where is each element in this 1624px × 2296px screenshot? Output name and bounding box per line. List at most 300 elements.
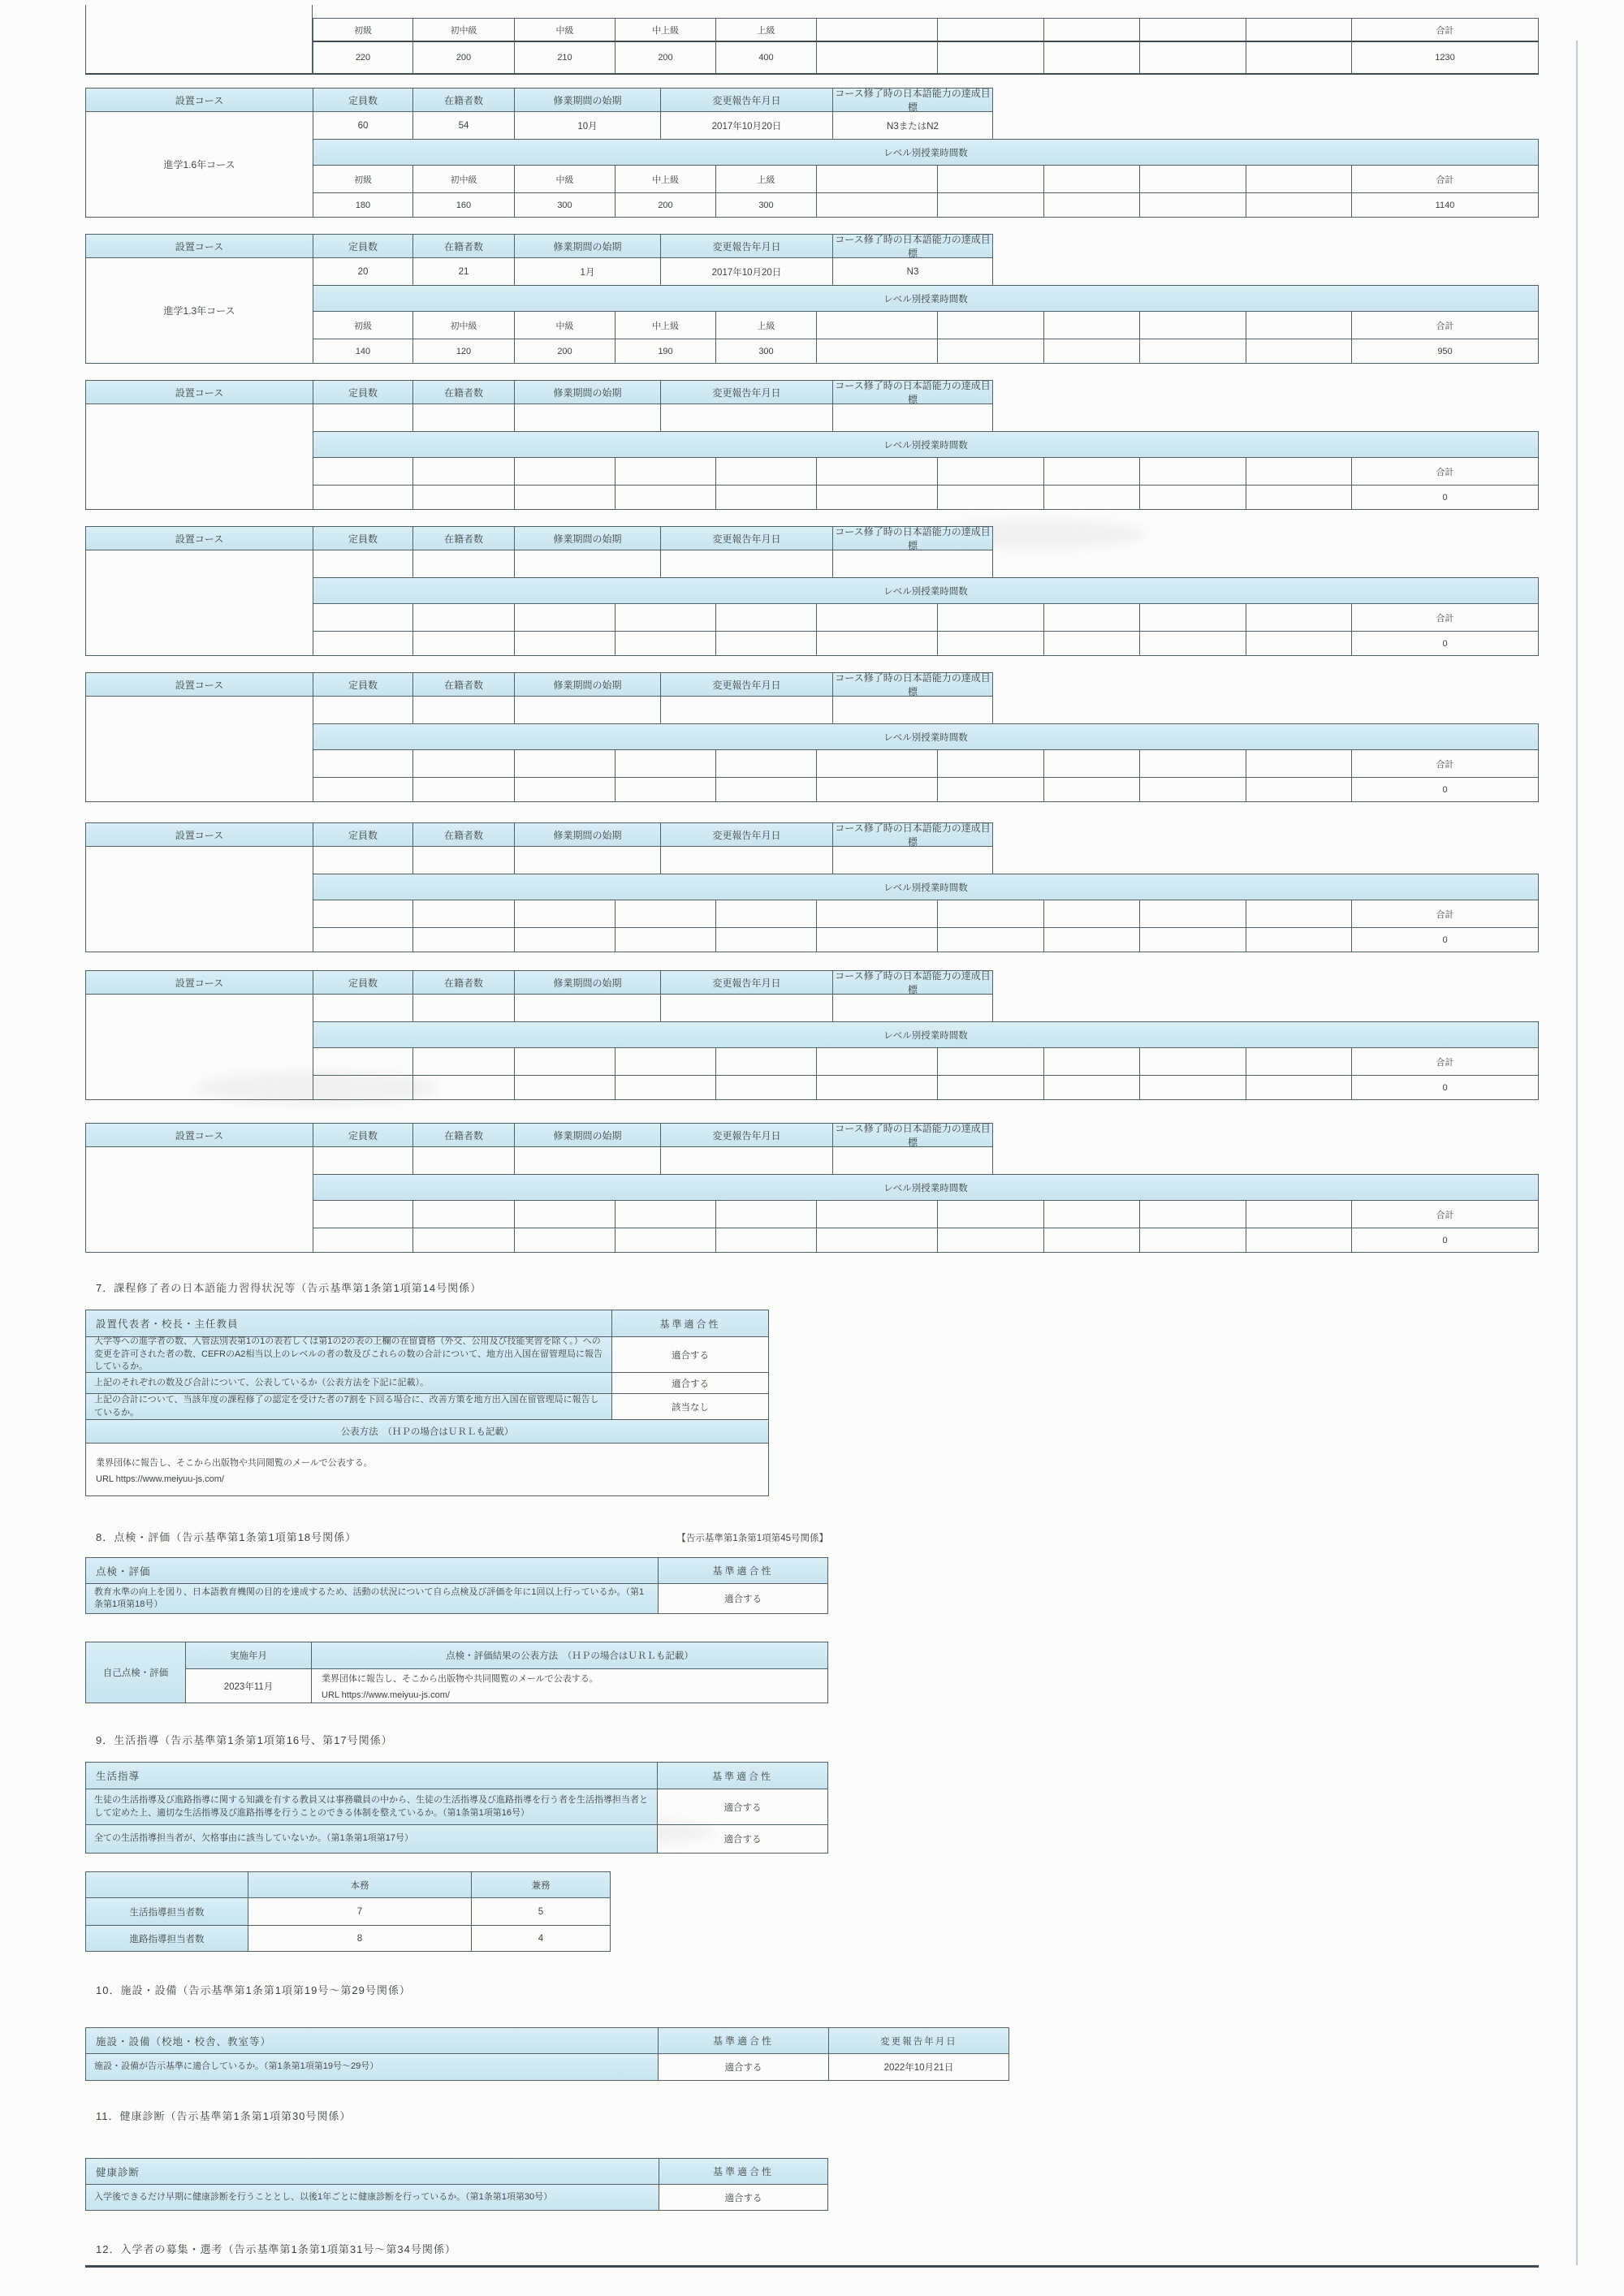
level-value-row [313,42,1539,75]
total-header: 合計 [1351,900,1539,927]
s9-question: 生徒の生活指導及び進路指導に関する知識を有する教員又は事務職員の中から、生徒の生活指導及び進路指導を行う者を生活指導担当者として定めた上、適切な生活指導及び進路指導を行うことのできる体制を整えているか。（第1条第1項第16号） [85,1789,657,1824]
total-value: 1230 [1351,42,1539,75]
header-start: 修業期間の始期 [514,672,660,697]
empty-cell [1246,631,1351,656]
level-band-title: レベル別授業時間数 [313,1021,1539,1047]
empty-cell [615,900,715,927]
empty-cell [715,777,816,802]
empty-cell [615,1047,715,1075]
empty-cell [412,995,514,1021]
section-12-heading: 12．入学者の募集・選考（告示基準第1条第1項第31号〜第34号関係） [96,2243,456,2255]
empty-cell [1043,165,1139,192]
level-value-row [313,631,1539,656]
level-header: 初級 [313,165,412,192]
header-start: 修業期間の始期 [514,1123,660,1147]
header-enrolled: 在籍者数 [412,970,514,995]
s10-report-date: 2022年10月21日 [828,2053,1009,2081]
level-header: 中上級 [615,165,715,192]
course-data-row [313,995,1539,1021]
empty-cell [412,847,514,874]
empty-cell [1139,1047,1246,1075]
empty-cell [1246,1200,1351,1228]
empty-cell [937,1228,1043,1253]
level-band-title: レベル別授業時間数 [313,431,1539,457]
s10-status-header: 基準適合性 [658,2027,828,2053]
empty-cell [660,404,832,431]
level-header: 上級 [715,311,816,339]
empty-cell [514,777,615,802]
header-course: 設置コース [85,970,313,995]
empty-cell [313,457,412,485]
header-capacity: 定員数 [313,234,412,258]
empty-cell [1139,900,1246,927]
header-report-date: 変更報告年月日 [660,672,832,697]
s9-answer: 適合する [657,1789,828,1824]
empty-cell [1246,1075,1351,1100]
empty-cell [937,1047,1043,1075]
level-value: 120 [412,339,514,364]
section-11-table [85,2158,828,2211]
s11-status-header: 基準適合性 [659,2158,828,2184]
empty-cell [1139,749,1246,777]
empty-cell [1139,631,1246,656]
capacity-value: 20 [313,258,412,285]
header-goal: コース修了時の日本語能力の達成目標 [832,970,993,995]
empty-cell [816,927,937,952]
empty-cell [1246,457,1351,485]
s7-question: 上記の合計について、当該年度の課程修了の認定を受けた者の7割を下回る場合に、改善方策を地方出入国在留管理局に報告しているか。 [85,1393,611,1419]
level-band-title: レベル別授業時間数 [313,874,1539,900]
empty-cell [1043,457,1139,485]
s8-question: 教育水準の向上を図り、日本語教育機関の目的を達成するため、活動の状況について自ら点検及び評価を年に1回以上行っているか。（第1条第1項第18号） [85,1583,658,1614]
empty-cell [1139,1075,1246,1100]
empty-cell [816,1047,937,1075]
empty-cell [514,1200,615,1228]
empty-cell [313,1047,412,1075]
header-capacity: 定員数 [313,822,412,847]
section-11-heading: 11．健康診断（告示基準第1条第1項第30号関係） [96,2110,352,2122]
header-enrolled: 在籍者数 [412,88,514,112]
empty-cell [715,603,816,631]
level-header: 中上級 [615,18,715,42]
header-start: 修業期間の始期 [514,234,660,258]
header-course: 設置コース [85,526,313,550]
empty-cell [660,550,832,577]
level-header: 初中級 [412,311,514,339]
empty-cell [816,311,937,339]
header-enrolled: 在籍者数 [412,234,514,258]
empty-cell [313,1075,412,1100]
empty-cell [1043,749,1139,777]
empty-cell [1139,18,1246,42]
level-value: 300 [715,192,816,218]
empty-cell [1246,42,1351,75]
empty-cell [514,485,615,510]
s9-question: 全ての生活指導担当者が、欠格事由に該当していないか。（第1条第1項第17号） [85,1824,657,1854]
empty-cell [1246,18,1351,42]
course-header-row [85,234,1539,258]
total-value: 950 [1351,339,1539,364]
course-block-empty [85,970,1539,1100]
header-goal: コース修了時の日本語能力の達成目標 [832,1123,993,1147]
total-header: 合計 [1351,749,1539,777]
counts-col-fulltime: 本務 [248,1871,471,1897]
empty-cell [1043,1075,1139,1100]
empty-cell [1043,777,1139,802]
empty-cell [937,1075,1043,1100]
s9-status-header: 基準適合性 [657,1762,828,1789]
empty-cell [1246,1228,1351,1253]
course-name [85,697,313,802]
empty-cell [313,995,412,1021]
enrolled-value: 21 [412,258,514,285]
empty-cell [1139,1228,1246,1253]
empty-cell [660,847,832,874]
top-course-label-cell [85,5,313,75]
empty-cell [715,1200,816,1228]
empty-cell [715,631,816,656]
course-block-empty [85,526,1539,656]
empty-cell [514,550,660,577]
course-data-row [313,847,1539,874]
level-header-row [313,18,1539,42]
empty-cell [412,404,514,431]
course-block-empty [85,672,1539,802]
s9-title: 生活指導 [85,1762,657,1789]
header-course: 設置コース [85,822,313,847]
self-check-method-line1: 業界団体に報告し、そこから出版物や共同閲覧のメールで公表する。 [322,1674,598,1684]
course-header-row [85,1123,1539,1147]
empty-cell [715,1075,816,1100]
empty-cell [313,603,412,631]
level-band-title: レベル別授業時間数 [313,577,1539,603]
empty-cell [615,749,715,777]
header-enrolled: 在籍者数 [412,380,514,404]
empty-cell [412,550,514,577]
level-value: 220 [313,42,412,75]
level-value: 200 [514,339,615,364]
empty-cell [1246,339,1351,364]
empty-cell [412,900,514,927]
s11-answer: 適合する [659,2184,828,2211]
scan-edge-line [1576,41,1578,2265]
counts-value: 8 [248,1925,471,1952]
empty-cell [1246,311,1351,339]
level-value-row [313,777,1539,802]
total-value: 1140 [1351,192,1539,218]
header-report-date: 変更報告年月日 [660,88,832,112]
empty-cell [1139,339,1246,364]
level-header: 初級 [313,311,412,339]
level-value-row [313,927,1539,952]
empty-cell [937,777,1043,802]
empty-cell [715,749,816,777]
level-band-title: レベル別授業時間数 [313,285,1539,311]
empty-cell [1043,18,1139,42]
empty-cell [937,457,1043,485]
empty-cell [816,485,937,510]
s11-question: 入学後できるだけ早期に健康診断を行うこととし、以後1年ごとに健康診断を行っているか。（第1条第1項第30号） [85,2184,659,2211]
s7-title: 設置代表者・校長・主任教員 [85,1310,611,1336]
empty-cell [816,1228,937,1253]
empty-cell [715,457,816,485]
empty-cell [1139,311,1246,339]
header-report-date: 変更報告年月日 [660,822,832,847]
empty-cell [816,339,937,364]
course-data-row [313,1147,1539,1174]
empty-cell [937,311,1043,339]
section-8-heading: 8．点検・評価（告示基準第1条第1項第18号関係） [96,1531,357,1543]
empty-cell [313,1147,412,1174]
section-9-heading: 9．生活指導（告示基準第1条第1項第16号、第17号関係） [96,1734,393,1746]
header-goal: コース修了時の日本語能力の達成目標 [832,234,993,258]
total-header: 合計 [1351,311,1539,339]
header-capacity: 定員数 [313,672,412,697]
empty-cell [313,927,412,952]
counts-value: 7 [248,1897,471,1925]
self-check-method [311,1668,828,1703]
empty-cell [937,603,1043,631]
empty-cell [85,1871,248,1897]
empty-cell [1043,311,1139,339]
counts-col-parttime: 兼務 [471,1871,611,1897]
empty-cell [1043,192,1139,218]
header-goal: コース修了時の日本語能力の達成目標 [832,526,993,550]
course-name [85,995,313,1100]
empty-cell [937,927,1043,952]
level-value-row [313,339,1539,364]
empty-cell [412,777,514,802]
empty-cell [937,485,1043,510]
empty-cell [816,457,937,485]
empty-cell [1246,603,1351,631]
course-name [85,1147,313,1253]
header-course: 設置コース [85,672,313,697]
empty-cell [514,1075,615,1100]
empty-cell [1139,603,1246,631]
empty-cell [412,1200,514,1228]
empty-cell [514,697,660,723]
s8-answer: 適合する [658,1583,828,1614]
empty-cell [1139,165,1246,192]
page-bottom-rule [85,2265,1539,2268]
empty-cell [816,165,937,192]
empty-cell [832,550,993,577]
header-enrolled: 在籍者数 [412,1123,514,1147]
empty-cell [1139,485,1246,510]
header-report-date: 変更報告年月日 [660,1123,832,1147]
total-header: 合計 [1351,457,1539,485]
empty-cell [313,777,412,802]
header-capacity: 定員数 [313,970,412,995]
header-goal: コース修了時の日本語能力の達成目標 [832,672,993,697]
course-header-row [85,822,1539,847]
empty-cell [514,1047,615,1075]
empty-cell [816,18,937,42]
goal-value: N3 [832,258,993,285]
empty-cell [412,749,514,777]
empty-cell [514,603,615,631]
counts-row-label: 進路指導担当者数 [85,1925,248,1952]
level-header: 上級 [715,165,816,192]
level-value: 400 [715,42,816,75]
empty-cell [313,847,412,874]
empty-cell [313,1228,412,1253]
empty-cell [937,339,1043,364]
header-report-date: 変更報告年月日 [660,380,832,404]
total-header: 合計 [1351,603,1539,631]
section-7-heading: 7．課程修了者の日本語能力習得状況等（告示基準第1条第1項第14号関係） [96,1282,482,1294]
start-value: 10月 [514,112,660,139]
empty-cell [937,165,1043,192]
self-check-method-url: URL https://www.meiyuu-js.com/ [322,1690,450,1700]
empty-cell [937,42,1043,75]
empty-cell [514,927,615,952]
header-capacity: 定員数 [313,88,412,112]
course-name [85,550,313,656]
header-course: 設置コース [85,1123,313,1147]
level-header: 中級 [514,18,615,42]
level-value-row [313,1075,1539,1100]
section-7-table [85,1310,769,1496]
course-block [85,88,1539,218]
s7-publication-band: 公表方法 （ＨＰの場合はＵＲＬも記載） [85,1419,769,1443]
s10-question: 施設・設備が告示基準に適合しているか。（第1条第1項第19号〜29号） [85,2053,658,2081]
empty-cell [514,631,615,656]
empty-cell [615,603,715,631]
header-capacity: 定員数 [313,380,412,404]
course-block [85,234,1539,364]
course-data-row [313,550,1539,577]
header-course: 設置コース [85,380,313,404]
section-8-table [85,1557,828,1614]
empty-cell [1043,1228,1139,1253]
header-start: 修業期間の始期 [514,970,660,995]
header-enrolled: 在籍者数 [412,526,514,550]
total-header: 合計 [1351,165,1539,192]
level-value-row [313,1228,1539,1253]
empty-cell [615,1200,715,1228]
level-value-row [313,485,1539,510]
level-header-row [313,311,1539,339]
empty-cell [313,631,412,656]
s7-publication-line1: 業界団体に報告し、そこから出版物や共同閲覧のメールで公表する。 [96,1457,373,1468]
empty-cell [832,1147,993,1174]
empty-cell [1043,485,1139,510]
empty-cell [660,697,832,723]
empty-cell [1043,603,1139,631]
total-value: 0 [1351,631,1539,656]
self-check-table [85,1642,828,1703]
report-date-value: 2017年10月20日 [660,258,832,285]
empty-cell [832,995,993,1021]
self-check-date: 2023年11月 [185,1668,311,1703]
enrolled-value: 54 [412,112,514,139]
empty-cell [1043,1200,1139,1228]
section-8-note: 【告示基準第1条第1項第45号関係】 [676,1534,828,1543]
level-value: 300 [715,339,816,364]
empty-cell [1246,900,1351,927]
empty-cell [1246,1047,1351,1075]
empty-cell [816,1200,937,1228]
header-course: 設置コース [85,88,313,112]
course-header-row [85,672,1539,697]
total-value: 0 [1351,1228,1539,1253]
empty-cell [832,697,993,723]
level-header: 初級 [313,18,412,42]
level-value: 160 [412,192,514,218]
empty-cell [412,1228,514,1253]
header-report-date: 変更報告年月日 [660,234,832,258]
empty-cell [715,1228,816,1253]
level-band-title: レベル別授業時間数 [313,139,1539,165]
level-value: 200 [615,42,715,75]
section-10-heading: 10．施設・設備（告示基準第1条第1項第19号〜第29号関係） [96,1984,411,1996]
empty-cell [1139,42,1246,75]
header-enrolled: 在籍者数 [412,672,514,697]
total-value: 0 [1351,1075,1539,1100]
total-header: 合計 [1351,1047,1539,1075]
empty-cell [313,404,412,431]
s9-answer: 適合する [657,1824,828,1854]
level-header: 初中級 [412,165,514,192]
course-block-empty [85,1123,1539,1253]
s10-title: 施設・設備（校地・校舎、教室等） [85,2027,658,2053]
s7-status-header: 基準適合性 [611,1310,769,1336]
level-band-title: レベル別授業時間数 [313,1174,1539,1200]
total-value: 0 [1351,485,1539,510]
goal-value: N3またはN2 [832,112,993,139]
course-header-row [85,970,1539,995]
header-course: 設置コース [85,234,313,258]
header-goal: コース修了時の日本語能力の達成目標 [832,88,993,112]
empty-cell [715,927,816,952]
self-check-method-header: 点検・評価結果の公表方法 （ＨＰの場合はＵＲＬも記載） [311,1642,828,1668]
header-goal: コース修了時の日本語能力の達成目標 [832,380,993,404]
empty-cell [816,42,937,75]
course-block-empty [85,380,1539,510]
header-start: 修業期間の始期 [514,88,660,112]
empty-cell [615,457,715,485]
header-report-date: 変更報告年月日 [660,970,832,995]
level-header-row [313,749,1539,777]
total-value: 0 [1351,777,1539,802]
s7-answer: 適合する [611,1336,769,1372]
empty-cell [1246,927,1351,952]
header-start: 修業期間の始期 [514,526,660,550]
empty-cell [816,900,937,927]
empty-cell [412,1075,514,1100]
s10-date-header: 変更報告年月日 [828,2027,1009,2053]
header-capacity: 定員数 [313,526,412,550]
level-header: 上級 [715,18,816,42]
empty-cell [1043,339,1139,364]
empty-cell [715,485,816,510]
empty-cell [1246,749,1351,777]
total-header: 合計 [1351,18,1539,42]
empty-cell [412,631,514,656]
empty-cell [514,457,615,485]
course-name: 進学1.6年コース [85,112,313,218]
empty-cell [1246,777,1351,802]
empty-cell [715,1047,816,1075]
empty-cell [615,1075,715,1100]
empty-cell [514,1147,660,1174]
empty-cell [1139,1200,1246,1228]
empty-cell [412,1047,514,1075]
empty-cell [937,900,1043,927]
empty-cell [514,847,660,874]
